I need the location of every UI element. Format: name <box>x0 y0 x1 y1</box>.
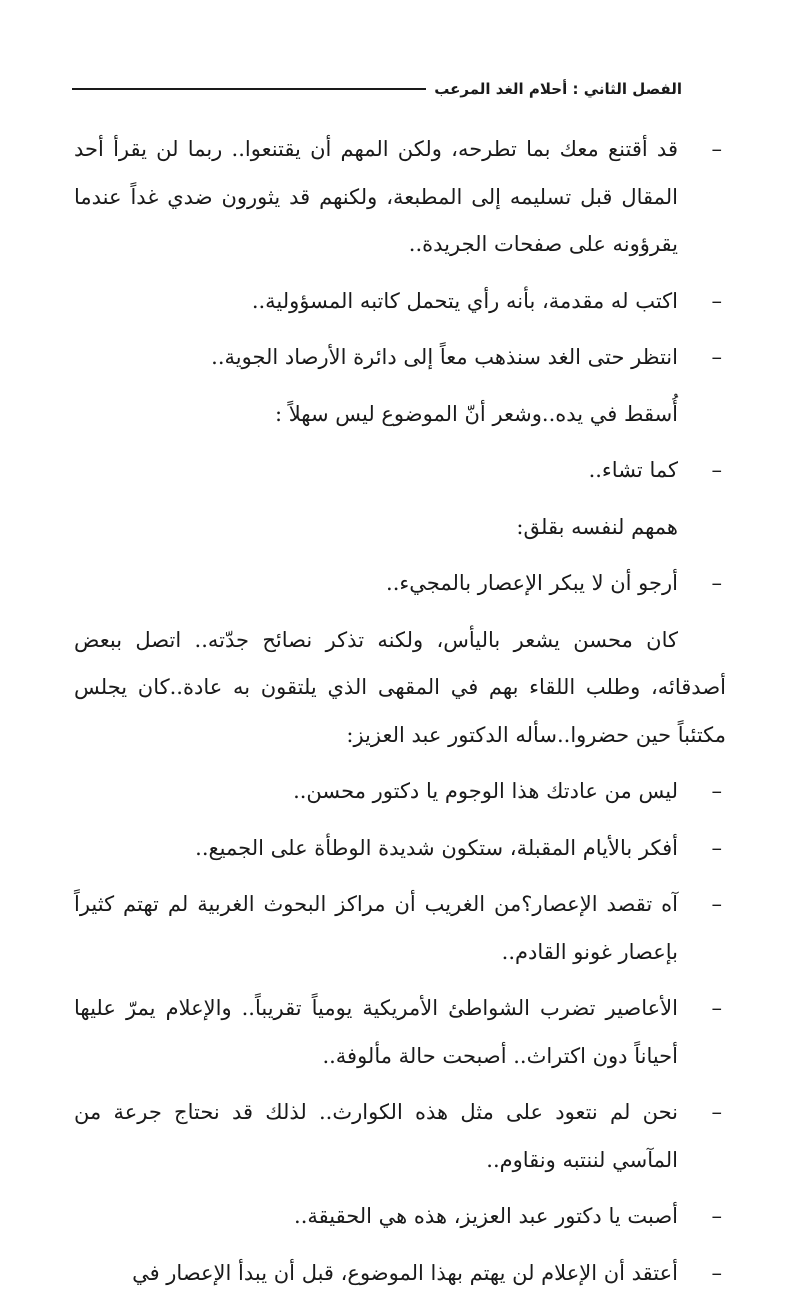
dialogue-text: كما تشاء.. <box>588 458 678 482</box>
dialogue-dash: – <box>711 835 722 860</box>
dialogue-line <box>74 985 726 1080</box>
dialogue-text: أصبت يا دكتور عبد العزيز، هذه هي الحقيقة.. <box>294 1204 678 1228</box>
dialogue-dash: – <box>711 1260 722 1285</box>
dialogue-text: أفكر بالأيام المقبلة، ستكون شديدة الوطأة على الجميع.. <box>195 835 678 860</box>
dialogue-line <box>74 560 726 608</box>
dialogue-dash: – <box>711 288 722 313</box>
dialogue-line <box>74 278 726 326</box>
dialogue-line <box>74 825 726 873</box>
chapter-title: الفصل الثاني : أحلام الغد المرعب <box>434 80 682 98</box>
dialogue-text: الأعاصير تضرب الشواطئ الأمريكية يومياً تقريباً.. والإعلام يمرّ عليها أحياناً دون اكتراث.. أصبحت حالة مألوفة.. <box>74 996 678 1068</box>
dialogue-line <box>74 1193 726 1241</box>
dialogue-line <box>74 447 726 495</box>
dialogue-text: اكتب له مقدمة، بأنه رأي يتحمل كاتبه المسؤولية.. <box>251 288 678 313</box>
dialogue-dash: – <box>711 1100 722 1124</box>
dialogue-dash: – <box>711 996 722 1020</box>
narration-line: أُسقط في يده..وشعر أنّ الموضوع ليس سهلاً : <box>274 401 678 426</box>
dialogue-text: آه تقصد الإعصار؟من الغريب أن مراكز البحوث الغربية لم تهتم كثيراً بإعصار غونو القادم.. <box>74 892 678 964</box>
dialogue-line <box>74 881 726 976</box>
dialogue-line <box>74 126 726 269</box>
header-rule <box>72 88 426 89</box>
running-header <box>72 80 682 98</box>
dialogue-dash: – <box>711 1204 722 1228</box>
dialogue-dash: – <box>711 892 722 916</box>
dialogue-line <box>74 1250 726 1298</box>
dialogue-line <box>74 1089 726 1184</box>
dialogue-text: أرجو أن لا يبكر الإعصار بالمجيء.. <box>386 571 678 595</box>
dialogue-dash: – <box>711 345 722 369</box>
dialogue-text: انتظر حتى الغد سنذهب معاً إلى دائرة الأرصاد الجوية.. <box>211 345 678 369</box>
dialogue-text: ليس من عادتك هذا الوجوم يا دكتور محسن.. <box>293 779 678 803</box>
dialogue-dash: – <box>711 779 722 803</box>
narration-line: همهم لنفسه بقلق: <box>516 514 678 539</box>
narrative-paragraph: كان محسن يشعر باليأس، ولكنه تذكر نصائح جدّته.. اتصل ببعض أصدقائه، وطلب اللقاء بهم في المقهى الذي يلتقون به عادة..كان يجلس مكتئباً حين حضروا..سأله الدكتور عبد العزيز: <box>74 627 726 747</box>
dialogue-text: أعتقد أن الإعلام لن يهتم بهذا الموضوع، قبل أن يبدأ الإعصار في <box>132 1260 678 1285</box>
dialogue-line <box>74 334 726 382</box>
dialogue-text: قد أقتنع معك بما تطرحه، ولكن المهم أن يقتنعوا.. ربما لن يقرأ أحد المقال قبل تسليمه إلى المطبعة، ولكنهم قد يثورون ضدي غداً عندما يقرؤونه على صفحات الجريدة.. <box>74 137 678 256</box>
dialogue-text: نحن لم نتعود على مثل هذه الكوارث.. لذلك قد نحتاج جرعة من المآسي لننتبه ونقاوم.. <box>74 1100 678 1172</box>
body-text <box>74 126 726 1306</box>
dialogue-dash: – <box>711 137 722 161</box>
dialogue-line <box>74 768 726 816</box>
dialogue-dash: – <box>711 458 722 482</box>
dialogue-dash: – <box>711 571 722 595</box>
